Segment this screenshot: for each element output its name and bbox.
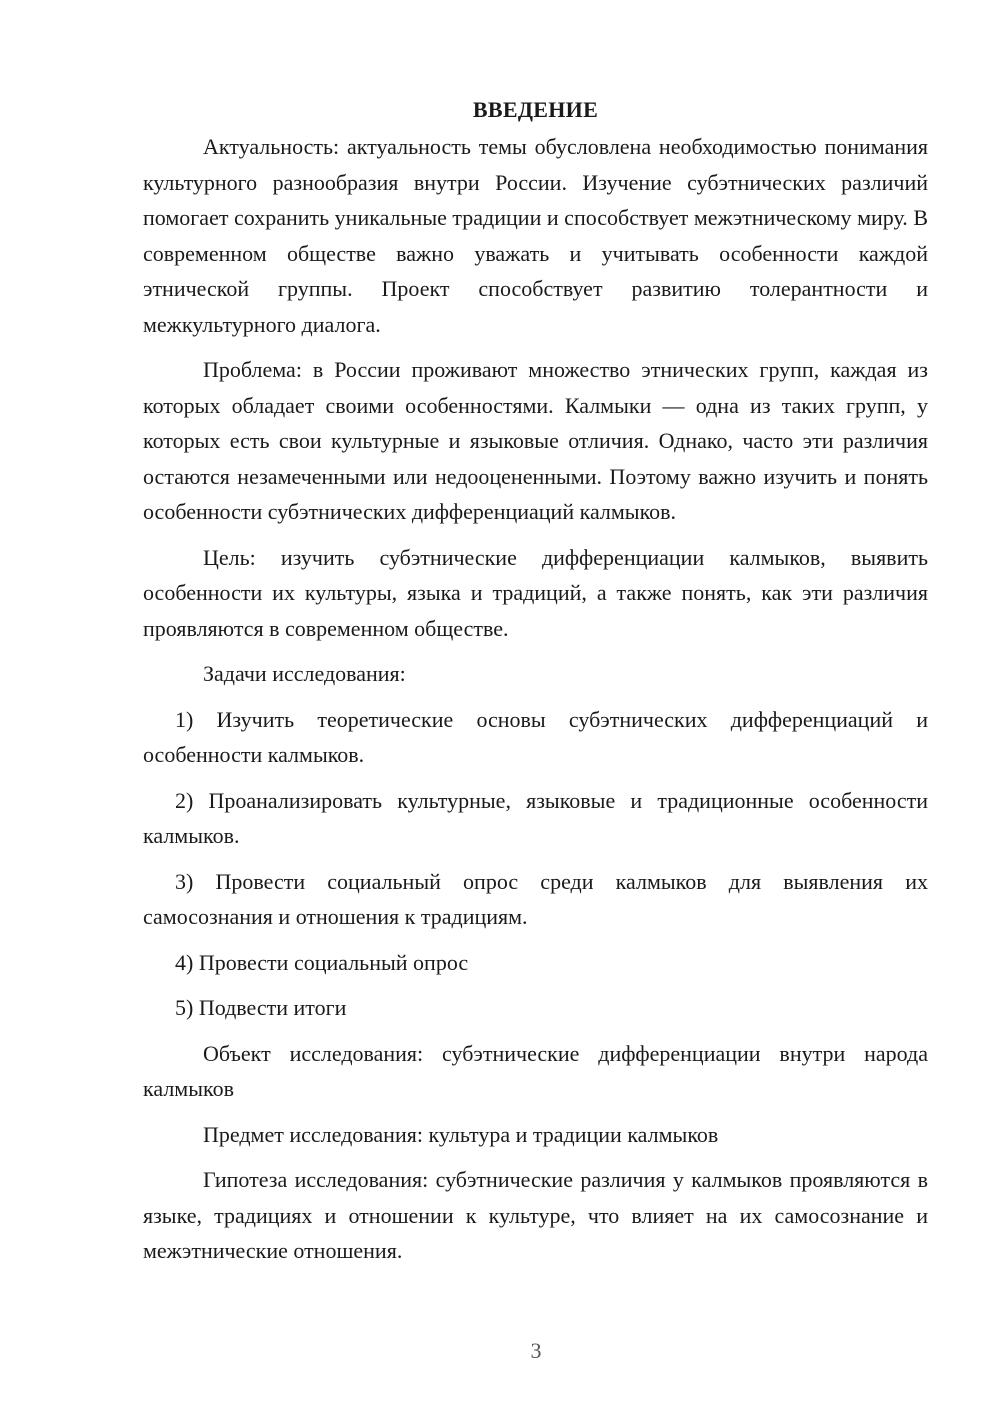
paragraph-problem: Проблема: в России проживают множество этнических групп, каждая из которых обладает своими особенностями. Калмыки — одна из таких групп, у которых есть свои культурные и языковые отличия. Однако, часто эти различия остаются незамеченными или недооцененными. Поэтому важно изучить и понять особенности субэтнических дифференциаций калмыков. [143, 357, 928, 524]
task-item-2: 2) Проанализировать культурные, языковые и традиционные особенности калмыков. [143, 787, 928, 848]
tasks-title: Задачи исследования: [203, 661, 406, 686]
task-item-4: 4) Провести социальный опрос [175, 949, 469, 975]
paragraph-hypothesis: Гипотеза исследования: субэтнические различия у калмыков проявляются в языке, традициях и отношении к культуре, что влияет на их самосознание и межэтнические отношения. [143, 1167, 928, 1263]
task-item-3: 3) Провести социальный опрос среди калмыков для выявления их самосознания и отношения к традициям. [143, 868, 928, 929]
task-item-5: 5) Подвести итоги [175, 995, 347, 1020]
paragraph-relevance: Актуальность: актуальность темы обусловлена необходимостью понимания культурного разнообразия внутри России. Изучение субэтнических различий помогает сохранить уникальные традиции и способствует межэтническому миру. В современном обществе важно уважать и учитывать особенности каждой этнической группы. Проект способствует развитию толерантности и межкультурного диалога. [143, 134, 928, 337]
paragraph-object: Объект исследования: субэтнические дифференциации внутри народа калмыков [143, 1040, 928, 1101]
paragraph-subject: Предмет исследования: культура и традиции калмыков [203, 1121, 719, 1147]
page-title: ВВЕДЕНИЕ [472, 97, 599, 122]
task-item-1: 1) Изучить теоретические основы субэтнических дифференциаций и особенности калмыков. [143, 706, 928, 767]
page-content [143, 92, 928, 1279]
paragraph-goal: Цель: изучить субэтнические дифференциации калмыков, выявить особенности их культуры, языка и традиций, а также понять, как эти различия проявляются в современном обществе. [143, 544, 928, 641]
page-number: 3 [530, 1338, 542, 1363]
